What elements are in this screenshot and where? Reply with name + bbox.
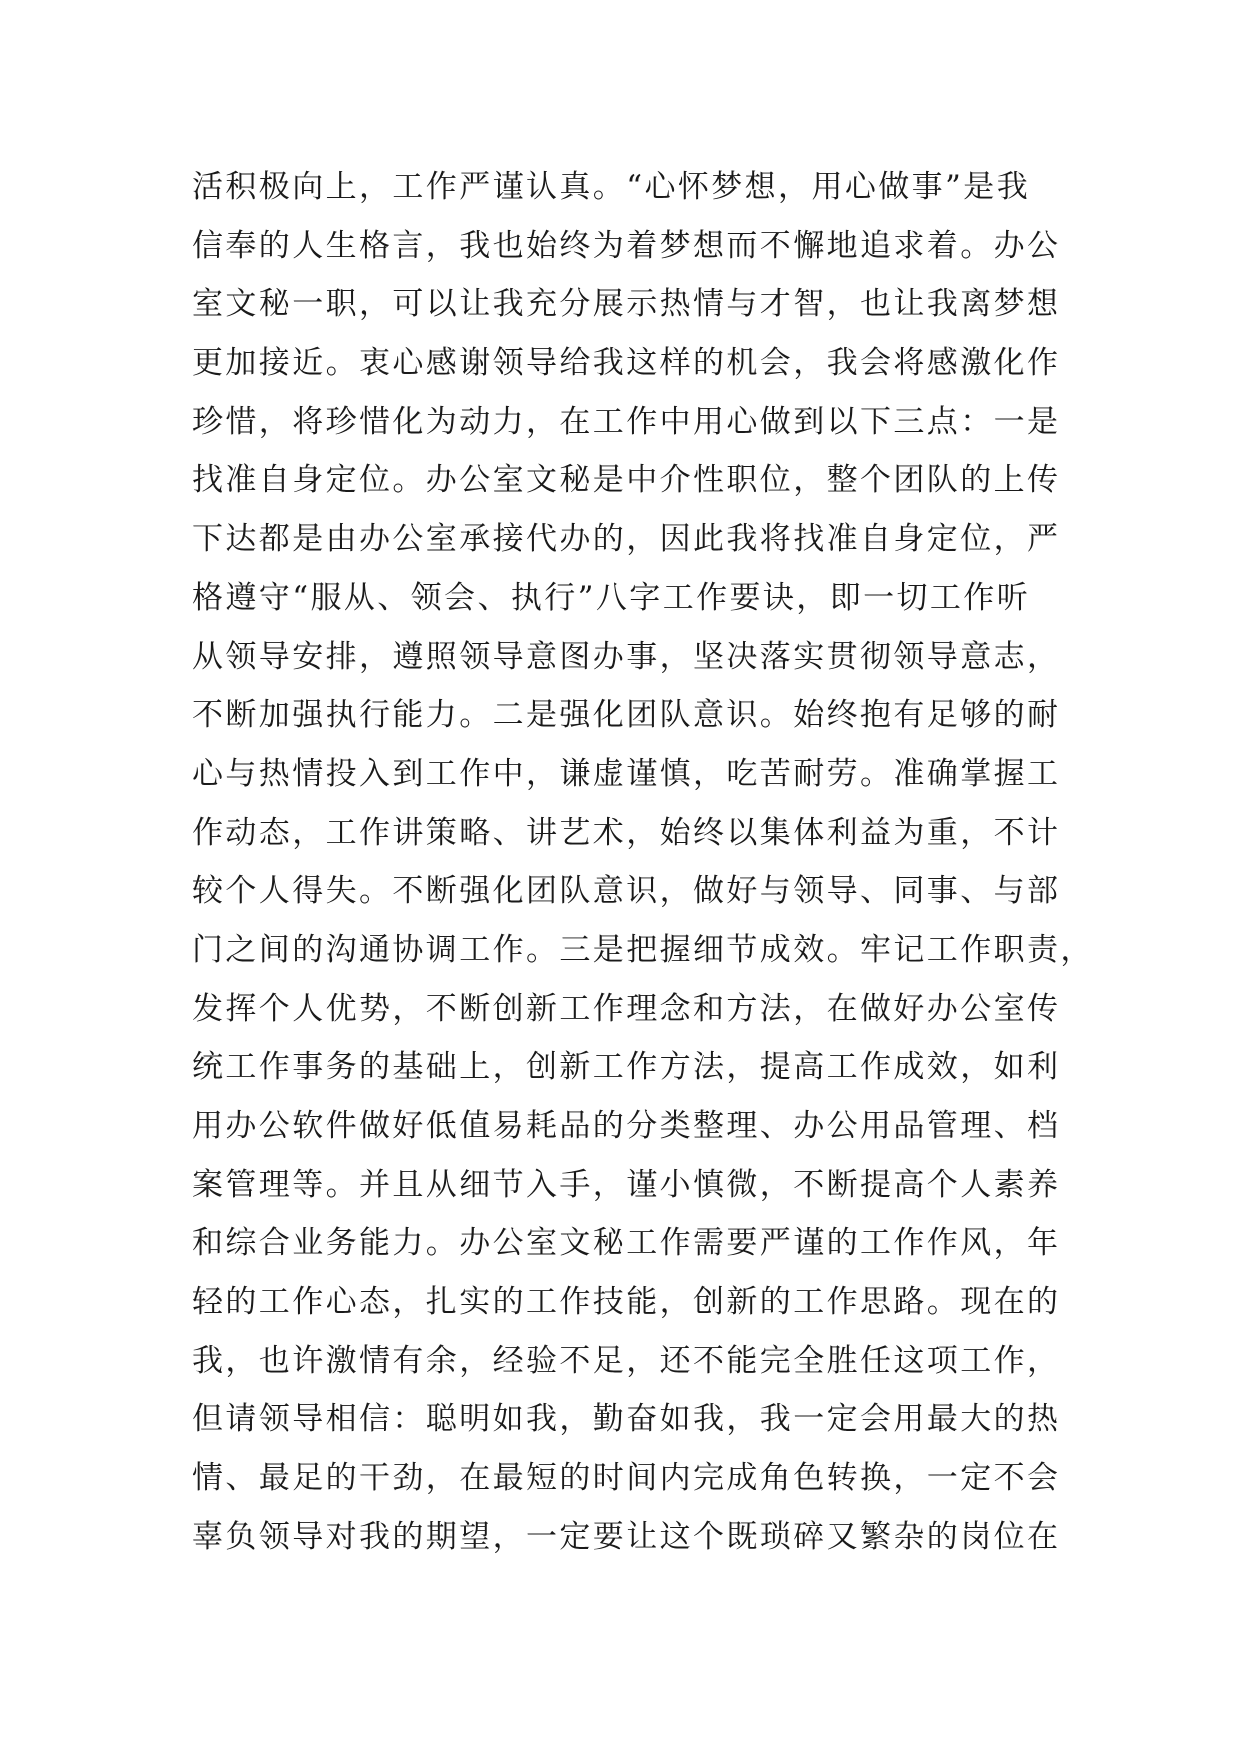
text-line: 珍惜，将珍惜化为动力，在工作中用心做到以下三点：一是 <box>192 403 1061 440</box>
text-line: 和综合业务能力。办公室文秘工作需要严谨的工作作风，年 <box>192 1225 1061 1262</box>
text-line: 情、最足的干劲，在最短的时间内完成角色转换，一定不会 <box>192 1460 1061 1497</box>
text-line: 找准自身定位。办公室文秘是中介性职位，整个团队的上传 <box>192 462 1061 499</box>
text-line: 活积极向上，工作严谨认真。“心怀梦想，用心做事”是我 <box>192 169 1031 205</box>
text-line: 作动态，工作讲策略、讲艺术，始终以集体利益为重，不计 <box>192 814 1061 851</box>
text-line: 我，也许激情有余，经验不足，还不能完全胜任这项工作， <box>192 1342 1061 1379</box>
text-line: 门之间的沟通协调工作。三是把握细节成效。牢记工作职责， <box>192 931 1094 968</box>
text-line: 室文秘一职，可以让我充分展示热情与才智，也让我离梦想 <box>192 286 1061 323</box>
text-line: 心与热情投入到工作中，谦虚谨慎，吃苦耐劳。准确掌握工 <box>192 755 1061 792</box>
text-line: 格遵守“服从、领会、执行”八字工作要诀，即一切工作听 <box>192 579 1031 616</box>
text-line: 从领导安排，遵照领导意图办事，坚决落实贯彻领导意志， <box>192 638 1061 675</box>
text-line: 较个人得失。不断强化团队意识，做好与领导、同事、与部 <box>192 873 1061 910</box>
text-line: 案管理等。并且从细节入手，谨小慎微，不断提高个人素养 <box>192 1166 1061 1203</box>
text-line: 更加接近。衷心感谢领导给我这样的机会，我会将感激化作 <box>192 345 1061 382</box>
text-line: 统工作事务的基础上，创新工作方法，提高工作成效，如利 <box>192 1049 1061 1086</box>
text-line: 但请领导相信：聪明如我，勤奋如我，我一定会用最大的热 <box>192 1401 1061 1438</box>
text-line: 信奉的人生格言，我也始终为着梦想而不懈地追求着。办公 <box>192 227 1061 264</box>
text-line: 下达都是由办公室承接代办的，因此我将找准自身定位，严 <box>192 521 1061 558</box>
text-line: 用办公软件做好低值易耗品的分类整理、办公用品管理、档 <box>192 1108 1061 1144</box>
body-text <box>192 158 1094 1567</box>
text-line: 辜负领导对我的期望，一定要让这个既琐碎又繁杂的岗位在 <box>192 1518 1061 1555</box>
text-line: 轻的工作心态，扎实的工作技能，创新的工作思路。现在的 <box>192 1284 1061 1321</box>
text-line: 发挥个人优势，不断创新工作理念和方法，在做好办公室传 <box>192 990 1061 1027</box>
text-line: 不断加强执行能力。二是强化团队意识。始终抱有足够的耐 <box>192 697 1061 734</box>
